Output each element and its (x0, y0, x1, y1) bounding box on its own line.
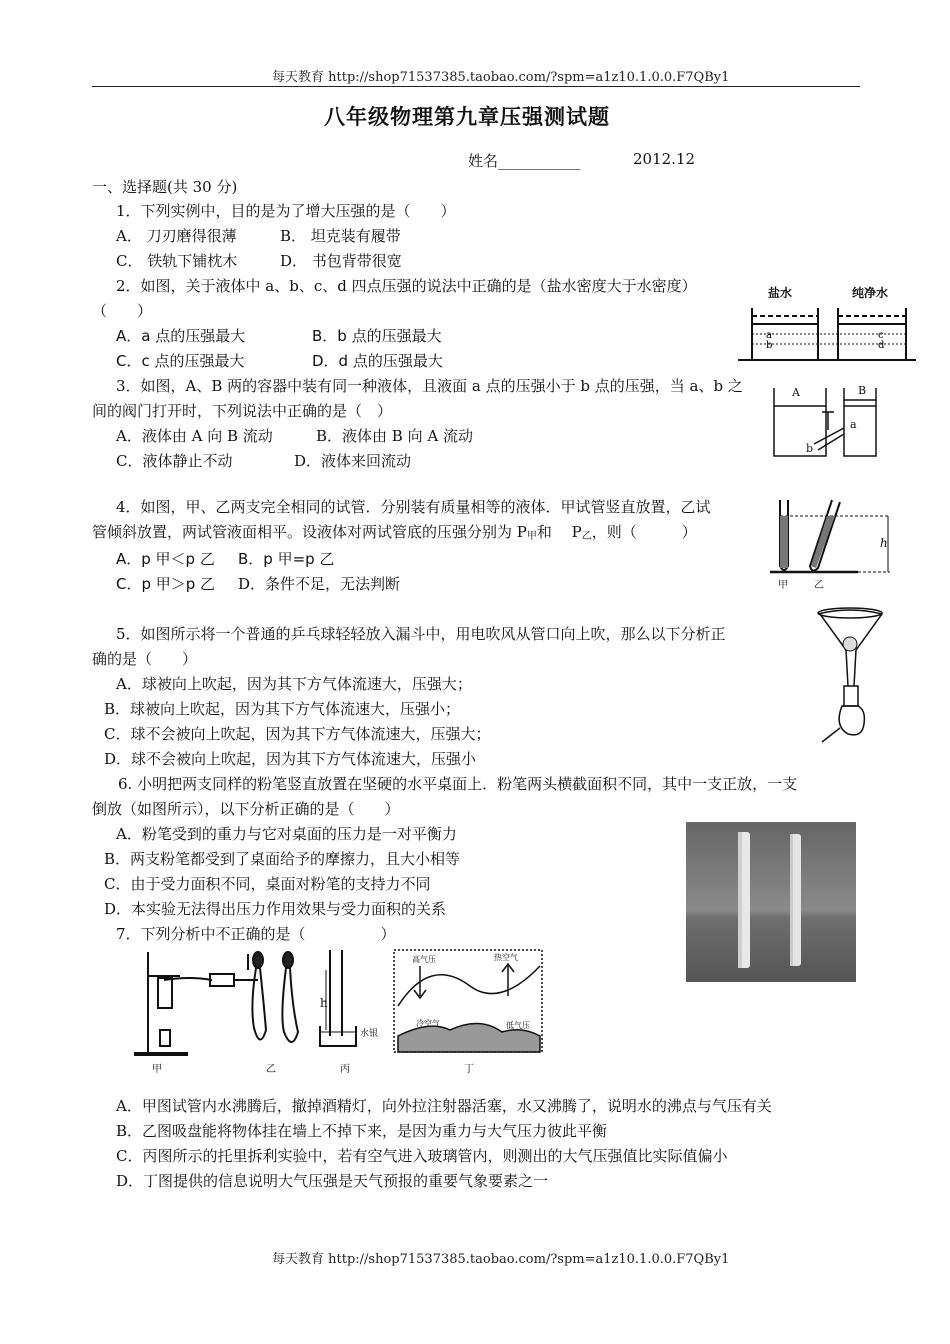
q5-option-c: C．球不会被向上吹起，因为其下方气体流速大，压强大； (104, 725, 491, 743)
q7-option-c: C．丙图所示的托里拆利实验中，若有空气进入玻璃管内，则测出的大气压强值比实际值偏小 (116, 1147, 728, 1165)
q4-fig-label-h: h (880, 536, 888, 550)
page-header: 每天教育 http://shop71537385.taobao.com/?spm=a1z10.1.0.0.F7QBy1 (272, 70, 730, 85)
q7-fig-label-gaoqiya: 高气压 (412, 955, 436, 964)
q7-fig-label-lengkongqi: 冷空气 (416, 1019, 440, 1028)
q1-option-a: A． 刀刃磨得很薄 (116, 227, 237, 245)
q4-stem: 4．如图，甲、乙两支完全相同的试管．分别装有质量相等的液体．甲试管竖直放置，乙试 (116, 498, 711, 516)
q2-fig-label-d: d (878, 340, 885, 351)
q3-stem-cont: 间的阀门打开时，下列说法中正确的是（ ） (92, 402, 393, 420)
q7-fig-label-shuiyin: 水银 (360, 1029, 379, 1039)
q4-option-d: D．条件不足，无法判断 (238, 575, 401, 593)
q3-fig-label-a: a (850, 418, 857, 431)
q6-option-d: D．本实验无法得出压力作用效果与受力面积的关系 (104, 900, 447, 918)
q1-option-c: C． 铁轨下铺枕木 (116, 252, 238, 270)
q6-option-b: B．两支粉笔都受到了桌面给予的摩擦力，且大小相等 (104, 850, 461, 868)
q4-fig-label-yi: 乙 (814, 580, 824, 591)
q1-option-b: B． 坦克装有履带 (280, 227, 401, 245)
q6-option-c: C．由于受力面积不同，桌面对粉笔的支持力不同 (104, 875, 431, 893)
q2-fig-label-a: a (766, 330, 772, 341)
section-heading: 一、选择题(共 30 分) (92, 178, 238, 196)
q5-stem: 5．如图所示将一个普通的乒乓球轻轻放入漏斗中，用电吹风从管口向上吹，那么以下分析正 (116, 625, 726, 643)
q7-fig-label-rekongqi: 热空气 (494, 953, 518, 962)
q7-option-a: A．甲图试管内水沸腾后，撤掉酒精灯，向外拉注射器活塞，水又沸腾了，说明水的沸点与气压有关 (116, 1097, 772, 1115)
q6-figure-chalk-photo (686, 822, 856, 982)
q5-stem-cont: 确的是（ ） (92, 650, 198, 668)
q2-fig-label-c: c (878, 330, 884, 341)
q4-stem-pre: 管倾斜放置，两试管液面相平。设液体对两试管底的压强分别为 P (92, 523, 527, 541)
q7-panel-yi (248, 952, 298, 1042)
q4-stem-post: ，则（ ） (591, 523, 697, 541)
q2-stem-cont: （ ） (92, 302, 153, 320)
q7-option-b: B．乙图吸盘能将物体挂在墙上不掉下来，是因为重力与大气压力彼此平衡 (116, 1122, 608, 1140)
q3-option-c: C．液体静止不动 (116, 452, 233, 470)
q6-option-a: A．粉笔受到的重力与它对桌面的压力是一对平衡力 (116, 825, 457, 843)
q5-option-b: B．球被向上吹起，因为其下方气体流速大，压强小； (104, 700, 461, 718)
q5-figure-funnel-hairdryer (812, 606, 892, 750)
q2-figure-beakers (738, 286, 916, 366)
q4-option-b: B．p 甲=p 乙 (238, 550, 335, 568)
q4-option-a: A．p 甲＜p 乙 (116, 550, 215, 568)
q7-fig-label-ding: 丁 (464, 1064, 474, 1075)
q4-stem-cont (92, 521, 697, 542)
q1-stem: 1．下列实例中，目的是为了增大压强的是（ ） (116, 202, 456, 220)
q6-stem-cont: 倒放（如图所示），以下分析正确的是（ ） (92, 800, 400, 818)
q3-option-a: A．液体由 A 向 B 流动 (116, 427, 273, 445)
q4-fig-label-jia: 甲 (778, 580, 788, 591)
q6-stem: 6. 小明把两支同样的粉笔竖直放置在坚硬的水平桌面上．粉笔两头横截面积不同，其中一支正放，一支 (118, 775, 798, 793)
q2-option-b: B．b 点的压强最大 (312, 327, 442, 345)
q5-option-d: D．球不会被向上吹起，因为其下方气体流速大，压强小 (104, 750, 477, 768)
page-footer: 每天教育 http://shop71537385.taobao.com/?spm=a1z10.1.0.0.F7QBy1 (272, 1252, 730, 1267)
q4-stem-sub-jia: 甲 (526, 531, 537, 542)
q3-fig-label-A: A (792, 386, 800, 399)
q3-fig-label-B: B (858, 384, 867, 397)
q3-fig-label-b: b (806, 442, 814, 455)
q3-figure-containers (770, 384, 880, 460)
q4-stem-sub-yi: 乙 (581, 531, 592, 542)
q7-figure-panels (130, 946, 550, 1075)
q2-fig-label-b: b (766, 340, 773, 351)
q4-option-c: C．p 甲＞p 乙 (116, 575, 216, 593)
q7-fig-label-h: h (320, 996, 328, 1010)
q7-fig-label-yi: 乙 (266, 1064, 276, 1075)
q2-fig-label-saltwater: 盐水 (768, 286, 793, 300)
q7-fig-label-jia: 甲 (152, 1064, 162, 1075)
q7-panel-jia (134, 952, 258, 1054)
q7-fig-label-bing: 丙 (340, 1064, 350, 1075)
q4-figure-test-tubes (770, 494, 890, 590)
exam-date: 2012.12 (633, 150, 696, 168)
q5-option-a: A．球被向上吹起，因为其下方气体流速大，压强大； (116, 675, 472, 693)
name-field: 姓名___________ (468, 152, 581, 170)
q2-option-c: C．c 点的压强最大 (116, 352, 245, 370)
q7-panel-ding (394, 950, 542, 1052)
q7-fig-label-diqiya: 低气压 (506, 1021, 530, 1030)
q2-option-a: A．a 点的压强最大 (116, 327, 246, 345)
q3-option-d: D．液体来回流动 (294, 452, 412, 470)
q7-stem: 7．下列分析中不正确的是（ ） (116, 925, 396, 943)
q2-option-d: D．d 点的压强最大 (312, 352, 443, 370)
q7-option-d: D．丁图提供的信息说明大气压强是天气预报的重要气象要素之一 (116, 1172, 549, 1190)
header-rule (92, 86, 860, 87)
q2-fig-label-purewater: 纯净水 (852, 286, 889, 300)
page-title: 八年级物理第九章压强测试题 (324, 104, 610, 129)
q4-stem-mid: 和 P (536, 523, 582, 541)
q3-option-b: B．液体由 B 向 A 流动 (316, 427, 473, 445)
q3-stem: 3．如图，A、B 两的容器中装有同一种液体，且液面 a 点的压强小于 b 点的压强，当 a、b 之 (116, 377, 743, 395)
q2-stem: 2．如图，关于液体中 a、b、c、d 四点压强的说法中正确的是（盐水密度大于水密度） (116, 277, 697, 295)
q1-option-d: D． 书包背带很宽 (280, 252, 402, 270)
